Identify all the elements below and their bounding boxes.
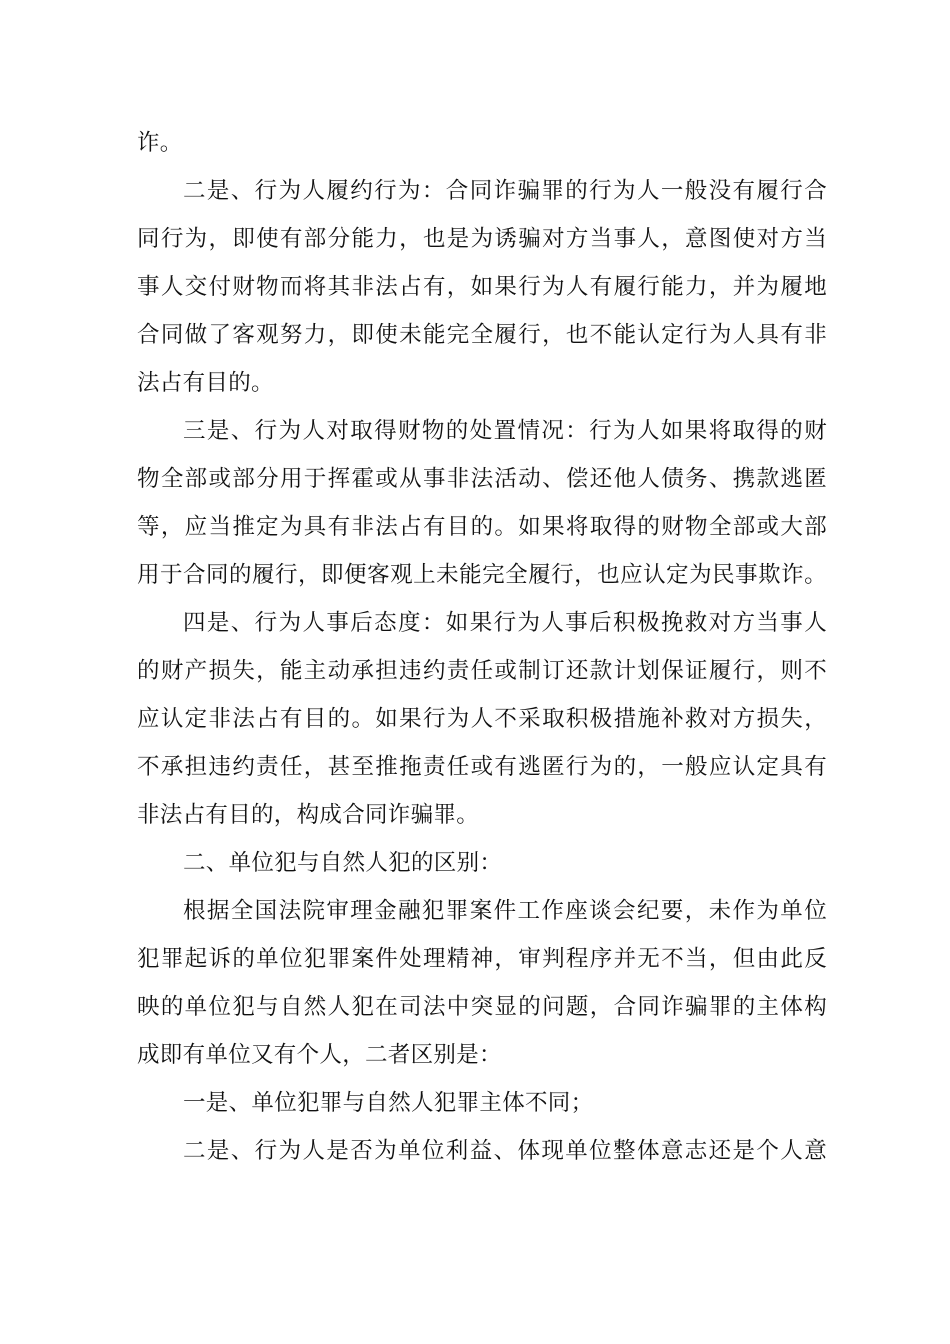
text-line-22: 二是、行为人是否为单位利益、体现单位整体意志还是个人意 [183,1138,827,1164]
text-line-10: 用于合同的履行，即便客观上未能完全履行，也应认定为民事欺诈。 [137,562,827,588]
text-line-6: 法占有目的。 [137,370,274,396]
text-line-17: 根据全国法院审理金融犯罪案件工作座谈会纪要，未作为单位 [183,898,827,924]
text-line-18: 犯罪起诉的单位犯罪案件处理精神，审判程序并无不当，但由此反 [137,946,827,972]
document-body [137,119,827,1175]
text-line-2: 二是、行为人履约行为：合同诈骗罪的行为人一般没有履行合 [183,178,827,204]
text-line-5: 合同做了客观努力，即使未能完全履行，也不能认定行为人具有非 [137,322,827,348]
text-line-8: 物全部或部分用于挥霍或从事非法活动、偿还他人债务、携款逃匿 [137,466,827,492]
text-line-13: 应认定非法占有目的。如果行为人不采取积极措施补救对方损失， [137,706,827,732]
text-line-4: 事人交付财物而将其非法占有，如果行为人有履行能力，并为履地 [137,274,827,300]
text-line-19: 映的单位犯与自然人犯在司法中突显的问题，合同诈骗罪的主体构 [137,994,827,1020]
text-line-14: 不承担违约责任，甚至推拖责任或有逃匿行为的，一般应认定具有 [137,754,827,780]
text-line-11: 四是、行为人事后态度：如果行为人事后积极挽救对方当事人 [183,610,827,636]
text-line-12: 的财产损失，能主动承担违约责任或制订还款计划保证履行，则不 [137,658,827,684]
text-line-7: 三是、行为人对取得财物的处置情况：行为人如果将取得的财 [183,418,827,444]
text-line-21: 一是、单位犯罪与自然人犯罪主体不同； [183,1090,594,1116]
section-heading: 二、单位犯与自然人犯的区别： [183,850,503,876]
text-line-20: 成即有单位又有个人，二者区别是： [137,1042,502,1068]
text-line-1: 诈。 [137,130,183,156]
text-line-15: 非法占有目的，构成合同诈骗罪。 [137,802,480,828]
text-line-9: 等，应当推定为具有非法占有目的。如果将取得的财物全部或大部 [137,514,827,540]
text-line-3: 同行为，即使有部分能力，也是为诱骗对方当事人，意图使对方当 [137,226,827,252]
